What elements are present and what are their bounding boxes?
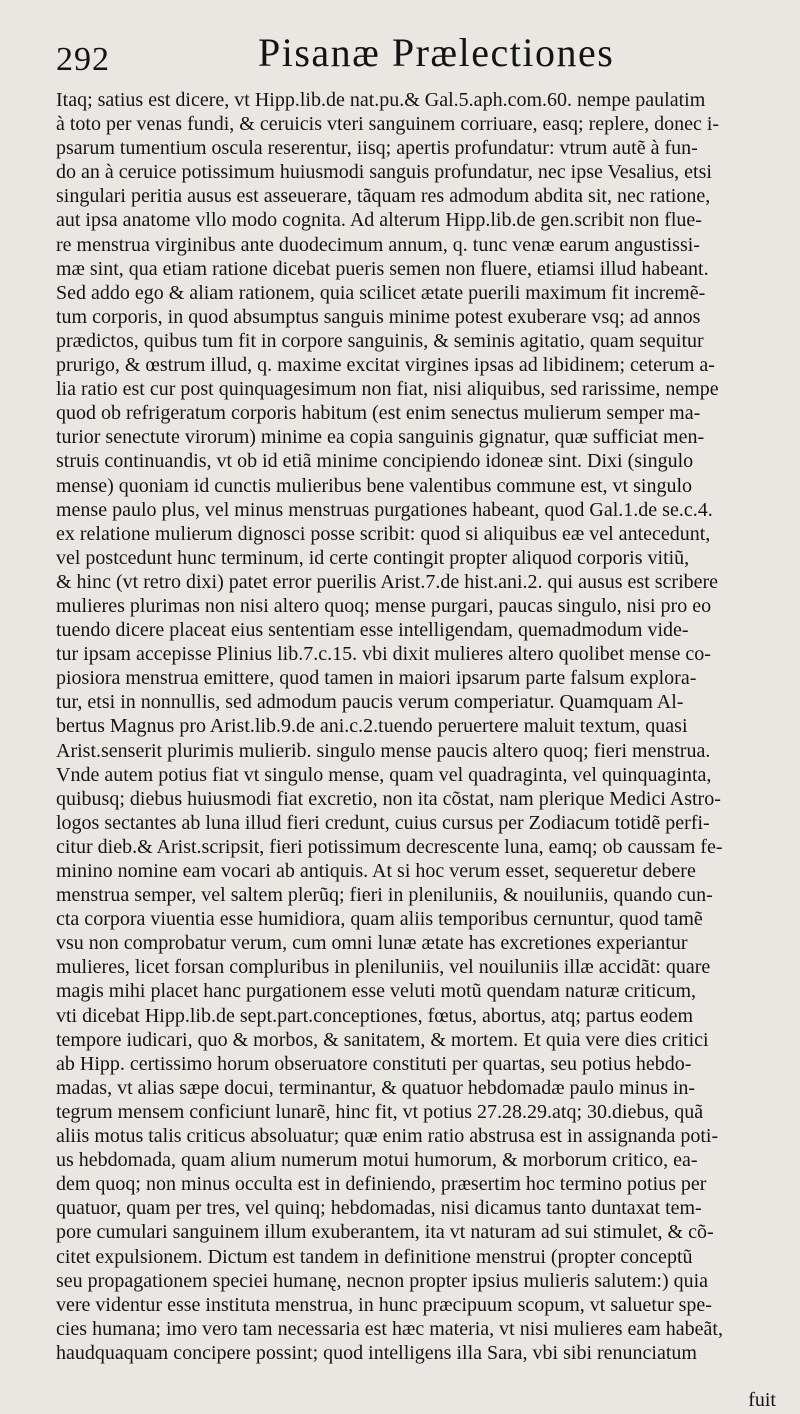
text-line: citet expulsionem. Dictum est tandem in definitione menstrui (propter conceptũ [56, 1245, 693, 1268]
text-line: seu propagationem speciei humanę, necnon propter ipsius mulieris salutem:) quia [56, 1269, 709, 1292]
text-line: prædictos, quibus tum fit in corpore sanguinis, & seminis agitatio, quam sequitur [56, 329, 704, 352]
text-line: aliis motus talis criticus absoluatur; quæ enim ratio abstrusa est in assignanda poti- [56, 1125, 719, 1148]
text-line: Vnde autem potius fiat vt singulo mense, quam vel quadraginta, vel quinquaginta, [56, 763, 712, 786]
text-line: prurigo, & œstrum illud, q. maxime excitat virgines ipsas ad libidinem; ceterum a- [56, 354, 715, 377]
body-text [56, 88, 776, 1365]
text-line: tur ipsam accepisse Plinius lib.7.c.15. vbi dixit mulieres altero quolibet mense co- [56, 643, 711, 666]
text-line: mense paulo plus, vel minus menstruas purgationes habeant, quod Gal.1.de se.c.4. [56, 498, 713, 521]
text-line: vti dicebat Hipp.lib.de sept.part.conceptiones, fœtus, abortus, atq; partus eodem [56, 1004, 694, 1027]
text-line: quibusq; diebus huiusmodi fiat excretio, non ita cõstat, nam plerique Medici Astro- [56, 787, 721, 810]
text-line: ex relatione mulierum dignosci posse scribit: quod si aliquibus eæ vel antecedunt, [56, 522, 711, 545]
text-line: madas, vt alias sæpe docui, terminantur, & quatuor hebdomadæ paulo minus in- [56, 1076, 696, 1099]
text-line: turior senectute virorum) minime ea copia sanguinis gignatur, quæ sufficiat men- [56, 426, 705, 449]
text-line: minino nomine eam vocari ab antiquis. At si hoc verum esset, sequeretur debere [56, 860, 696, 882]
text-line: tempore iudicari, quo & morbos, & sanitatem, & mortem. Et quia vere dies critici [56, 1028, 709, 1051]
text-line: Sed addo ego & aliam rationem, quia scilicet ætate puerili maximum fit incremẽ- [56, 281, 706, 304]
running-title: Pisanæ Prælectiones [258, 30, 615, 75]
text-line: menstrua semper, vel saltem plerũq; fieri in pleniluniis, & nouiluniis, quando cun- [56, 884, 713, 907]
text-line: mulieres plurimas non nisi altero quoq; mense purgari, paucas singulo, nisi pro eo [56, 594, 712, 617]
text-line: piosiora menstrua emittere, quod tamen in maiori ipsarum parte falsum explora- [56, 667, 697, 690]
text-line: aut ipsa anatome vllo modo cognita. Ad alterum Hipp.lib.de gen.scribit non flue- [56, 209, 702, 232]
text-line: us hebdomada, quam alium numerum motui humorum, & morborum critico, ea- [56, 1149, 698, 1172]
text-line: ab Hipp. certissimo horum obseruatore constituti per quartas, seu potius hebdo- [56, 1052, 692, 1075]
text-line: cies humana; imo vero tam necessaria est hæc materia, vt nisi mulieres eam habeãt, [56, 1317, 723, 1340]
text-line: citur dieb.& Arist.scripsit, fieri potissimum decrescente luna, eamq; ob caussam fe- [56, 835, 723, 858]
text-line: struis continuandis, vt ob id etiã minime concipiendo idoneæ sint. Dixi (singulo [56, 450, 694, 473]
text-line: quod ob refrigeratum corporis habitum (est enim senectus mulierum semper ma- [56, 402, 701, 425]
text-line: Itaq; satius est dicere, vt Hipp.lib.de nat.pu.& Gal.5.aph.com.60. nempe paulatim [56, 89, 706, 111]
text-line: à toto per venas fundi, & ceruicis vteri sanguinem corriuare, easq; replere, donec i- [56, 113, 720, 136]
text-line: psarum tumentium oscula reserentur, iisq; apertis profundatur: vtrum autẽ à fun- [56, 137, 698, 160]
text-line: lia ratio est cur post quinquagesimum non fiat, nisi aliquibus, sed rarissime, nempe [56, 378, 719, 401]
text-line: mense) quoniam id cunctis mulieribus bene valentibus commune est, vt singulo [56, 474, 692, 497]
text-line: pore cumulari sanguinem illum exuberantem, ita vt naturam ad sui stimulet, & cõ- [56, 1221, 714, 1244]
text-line: mulieres, licet forsan compluribus in pleniluniis, vel nouiluniis illæ accidãt: quare [56, 956, 711, 979]
text-line: tegrum mensem conficiunt lunarẽ, hinc fit, vt potius 27.28.29.atq; 30.diebus, quã [56, 1100, 704, 1123]
text-line: magis mihi placet hanc purgationem esse veluti motũ quendam naturæ criticum, [56, 980, 697, 1003]
catchword: fuit [748, 1389, 776, 1411]
text-line: vsu non comprobatur verum, cum omni lunæ ætate has excretiones experiantur [56, 932, 688, 955]
text-line: tuendo dicere placeat eius sententiam esse intelligendam, quemadmodum vide- [56, 619, 689, 642]
text-line: re menstrua virginibus ante duodecimum annum, q. tunc venæ earum angustissi- [56, 233, 700, 256]
text-line: bertus Magnus pro Arist.lib.9.de ani.c.2.tuendo peruertere maluit textum, quasi [56, 715, 688, 738]
text-line: mæ sint, qua etiam ratione dicebat pueris semen non fluere, etiamsi illud habeant. [56, 257, 709, 280]
text-line: & hinc (vt retro dixi) patet error puerilis Arist.7.de hist.ani.2. qui ausus est scribere [56, 570, 719, 593]
text-line: logos sectantes ab luna illud fieri credunt, cuius cursus per Zodiacum totidẽ perfi- [56, 811, 710, 834]
text-line: quatuor, quam per tres, vel quinq; hebdomadas, nisi dicamus tanto duntaxat tem- [56, 1197, 702, 1220]
text-line: singulari peritia ausus est asseuerare, tãquam res admodum abdita sit, nec ratione, [56, 185, 711, 208]
text-line: Arist.senserit plurimis mulierib. singulo mense paucis altero quoq; fieri menstrua. [56, 739, 711, 762]
text-line: cta corpora viuentia esse humidiora, quam aliis temporibus cernuntur, quod tamẽ [56, 908, 703, 931]
text-line: tur, etsi in nonnullis, sed admodum paucis verum comperiatur. Quamquam Al- [56, 691, 684, 714]
text-line: vere videntur esse instituta menstrua, in hunc præcipuum scopum, vt saluetur spe- [56, 1293, 712, 1316]
text-line: do an à ceruice potissimum huiusmodi sanguis profundatur, nec ipse Vesalius, etsi [56, 161, 712, 184]
text-line: haudquaquam concipere possint; quod intelligens illa Sara, vbi sibi renunciatum [56, 1341, 697, 1364]
page-number: 292 [56, 41, 110, 78]
text-line: vel postcedunt hunc terminum, id certe contingit propter aliquod corporis vitiũ, [56, 546, 690, 569]
text-line: tum corporis, in quod absumptus sanguis minime potest exuberare vsq; ad annos [56, 305, 701, 328]
text-line: dem quoq; non minus occulta est in definiendo, præsertim hoc termino potius per [56, 1173, 707, 1196]
